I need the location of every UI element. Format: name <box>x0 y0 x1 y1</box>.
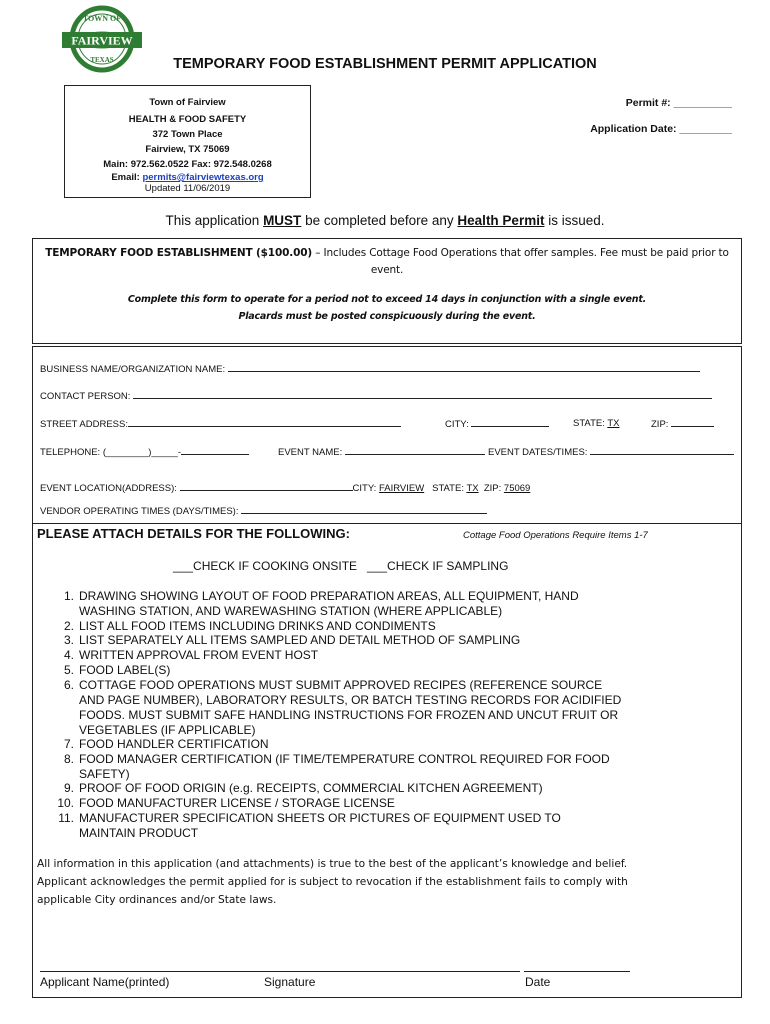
state-row <box>573 418 619 429</box>
application-form <box>32 346 742 998</box>
declaration-line: applicable City ordinances and/or State laws. <box>37 894 277 906</box>
placard-note: Placards must be posted conspicuously during the event. <box>238 311 536 322</box>
item-number: 1. <box>63 589 74 603</box>
state-value[interactable]: TX <box>607 418 620 429</box>
updated-date: Updated 11/06/2019 <box>144 183 231 194</box>
fee-info-box <box>32 238 742 344</box>
item-number: 2. <box>63 618 74 633</box>
item-text: COTTAGE FOOD OPERATIONS MUST SUBMIT APPROVED RECIPES (REFERENCE SOURCE <box>79 677 603 692</box>
item-text: WRITTEN APPROVAL FROM EVENT HOST <box>79 648 319 663</box>
logo-bottom-text: TEXAS <box>90 56 114 64</box>
section-divider <box>33 523 741 524</box>
event-location-field[interactable] <box>180 482 353 491</box>
city-field[interactable] <box>471 418 549 427</box>
item-text: FOOD MANUFACTURER LICENSE / STORAGE LICENSE <box>79 796 395 811</box>
item-text: LIST SEPARATELY ALL ITEMS SAMPLED AND DETAIL METHOD OF SAMPLING <box>79 633 521 648</box>
item-number: 6. <box>63 677 74 692</box>
requirement-item <box>57 796 395 811</box>
event-location-label: EVENT LOCATION(ADDRESS): <box>40 483 177 494</box>
event-name-row <box>278 446 485 458</box>
application-date: Application Date: _________ <box>590 123 732 135</box>
logo-middle-text: FAIRVIEW <box>71 33 133 48</box>
email-line <box>65 172 310 183</box>
contact-person-row <box>40 390 712 402</box>
business-name-row <box>40 363 700 375</box>
location-state-value[interactable]: TX <box>466 483 479 494</box>
business-name-label: BUSINESS NAME/ORGANIZATION NAME: <box>40 364 226 375</box>
attach-heading: PLEASE ATTACH DETAILS FOR THE FOLLOWING: <box>37 526 350 541</box>
zip-label: ZIP: <box>651 419 669 430</box>
requirement-item <box>63 589 579 619</box>
phone-numbers: Main: 972.562.0522 Fax: 972.548.0268 <box>103 159 272 170</box>
must-pre: This application <box>165 213 264 228</box>
must-word: MUST <box>263 213 302 228</box>
contact-person-label: CONTACT PERSON: <box>40 391 131 402</box>
event-dates-field[interactable] <box>590 446 734 455</box>
fee-heading: TEMPORARY FOOD ESTABLISHMENT ($100.00) <box>45 247 313 259</box>
item-number: 7. <box>63 737 74 751</box>
vendor-times-row <box>40 505 487 517</box>
requirement-item <box>63 633 521 648</box>
zip-field[interactable] <box>671 418 714 427</box>
requirement-item <box>63 677 622 738</box>
requirement-item <box>63 618 436 634</box>
requirement-item <box>58 811 561 841</box>
zip-row <box>651 418 714 430</box>
event-name-field[interactable] <box>345 446 485 455</box>
item-text: FOOD HANDLER CERTIFICATION <box>79 737 269 751</box>
requirement-item <box>63 781 543 796</box>
email-label: Email: <box>111 172 140 183</box>
item-text: AND PAGE NUMBER), LABORATORY RESULTS, OR BATCH TESTING RECORDS FOR ACIDIFIED <box>79 692 622 707</box>
must-mid: be completed before any <box>301 213 458 228</box>
must-complete-notice <box>0 213 770 228</box>
requirement-item <box>63 648 319 663</box>
fee-desc: – Includes Cottage Food Operations that offer samples. Fee must be paid prior to event. <box>312 247 729 276</box>
item-text: VEGETABLES (IF APPLICABLE) <box>79 722 256 737</box>
telephone-field[interactable] <box>181 446 249 455</box>
event-name-label: EVENT NAME: <box>278 447 343 458</box>
event-location-row <box>40 482 530 494</box>
email-link[interactable]: permits@fairviewtexas.org <box>142 172 264 183</box>
signature-line[interactable] <box>264 971 520 972</box>
vendor-times-label: VENDOR OPERATING TIMES (DAYS/TIMES): <box>40 506 239 517</box>
location-city-value[interactable]: FAIRVIEW <box>378 483 425 494</box>
business-name-field[interactable] <box>228 363 700 372</box>
item-number: 3. <box>63 633 74 648</box>
item-text: MANUFACTURER SPECIFICATION SHEETS OR PICTURES OF EQUIPMENT USED TO <box>79 811 561 825</box>
item-text: MAINTAIN PRODUCT <box>79 826 199 840</box>
item-text: LIST ALL FOOD ITEMS INCLUDING DRINKS AND CONDIMENTS <box>79 618 436 633</box>
item-number: 10. <box>57 796 74 811</box>
department: HEALTH & FOOD SAFETY <box>128 114 247 125</box>
date-line[interactable] <box>524 971 630 972</box>
city-state: Fairview, TX 75069 <box>145 144 230 155</box>
item-number: 9. <box>63 781 74 796</box>
fee-description <box>41 245 733 279</box>
requirement-item <box>63 737 269 752</box>
street-label: STREET ADDRESS: <box>40 419 128 430</box>
telephone-row <box>40 446 249 458</box>
item-number: 11. <box>58 811 74 825</box>
signature-label: Signature <box>264 975 316 989</box>
item-text: WASHING STATION, AND WAREWASHING STATION (WHERE APPLICABLE) <box>79 604 503 618</box>
street-field[interactable] <box>128 418 401 427</box>
duration-note: Complete this form to operate for a period not to exceed 14 days in conjunction with a single event. <box>127 294 647 305</box>
requirement-item <box>63 751 610 782</box>
permit-number: Permit #: __________ <box>625 97 732 109</box>
item-number: 8. <box>63 751 74 766</box>
item-text: PROOF OF FOOD ORIGIN (e.g. RECEIPTS, COMMERCIAL KITCHEN AGREEMENT) <box>79 781 543 796</box>
contact-person-field[interactable] <box>133 390 712 399</box>
page-title: TEMPORARY FOOD ESTABLISHMENT PERMIT APPLICATION <box>173 56 597 72</box>
address-box <box>64 85 311 198</box>
health-permit-word: Health Permit <box>457 213 545 228</box>
event-dates-row <box>488 446 734 458</box>
street-address: 372 Town Place <box>152 129 223 140</box>
cottage-note: Cottage Food Operations Require Items 1-7 <box>463 530 648 541</box>
location-state-label: STATE: <box>432 483 464 494</box>
requirement-item <box>63 663 171 678</box>
declaration-line: All information in this application (and attachments) is true to the best of the applicant’s knowledge and belief. <box>37 858 628 870</box>
item-text: FOOD LABEL(S) <box>79 663 171 677</box>
declaration-line: Applicant acknowledges the permit applied for is subject to revocation if the establishment fails to comply with <box>37 876 628 888</box>
location-city-label: CITY: <box>352 483 377 494</box>
event-dates-label: EVENT DATES/TIMES: <box>488 447 588 458</box>
org-name: Town of Fairview <box>149 97 226 108</box>
logo-top-text: TOWN OF <box>82 14 122 23</box>
item-number: 4. <box>63 648 74 663</box>
must-post: is issued. <box>544 213 605 228</box>
location-zip-label: ZIP: <box>483 483 502 494</box>
item-text: SAFETY) <box>79 766 130 781</box>
vendor-times-field[interactable] <box>241 505 487 514</box>
applicant-name-label: Applicant Name(printed) <box>40 975 170 989</box>
check-options[interactable]: ___CHECK IF COOKING ONSITE ___CHECK IF SAMPLING <box>173 559 509 573</box>
declaration <box>37 855 727 909</box>
item-text: DRAWING SHOWING LAYOUT OF FOOD PREPARATION AREAS, ALL EQUIPMENT, HAND <box>79 589 579 603</box>
item-text: FOODS. MUST SUBMIT SAFE HANDLING INSTRUCTIONS FOR FROZEN AND UNCUT FRUIT OR <box>79 707 619 722</box>
telephone-label: TELEPHONE: (________)_____- <box>40 447 181 458</box>
street-address-row <box>40 418 401 430</box>
item-text: FOOD MANAGER CERTIFICATION (IF TIME/TEMPERATURE CONTROL REQUIRED FOR FOOD <box>79 751 610 766</box>
applicant-name-line[interactable] <box>40 971 266 972</box>
location-zip-value[interactable]: 75069 <box>503 483 531 494</box>
date-label: Date <box>525 975 551 989</box>
item-number: 5. <box>63 663 74 677</box>
city-row <box>445 418 549 430</box>
city-label: CITY: <box>445 419 469 430</box>
state-label: STATE: <box>573 418 605 429</box>
